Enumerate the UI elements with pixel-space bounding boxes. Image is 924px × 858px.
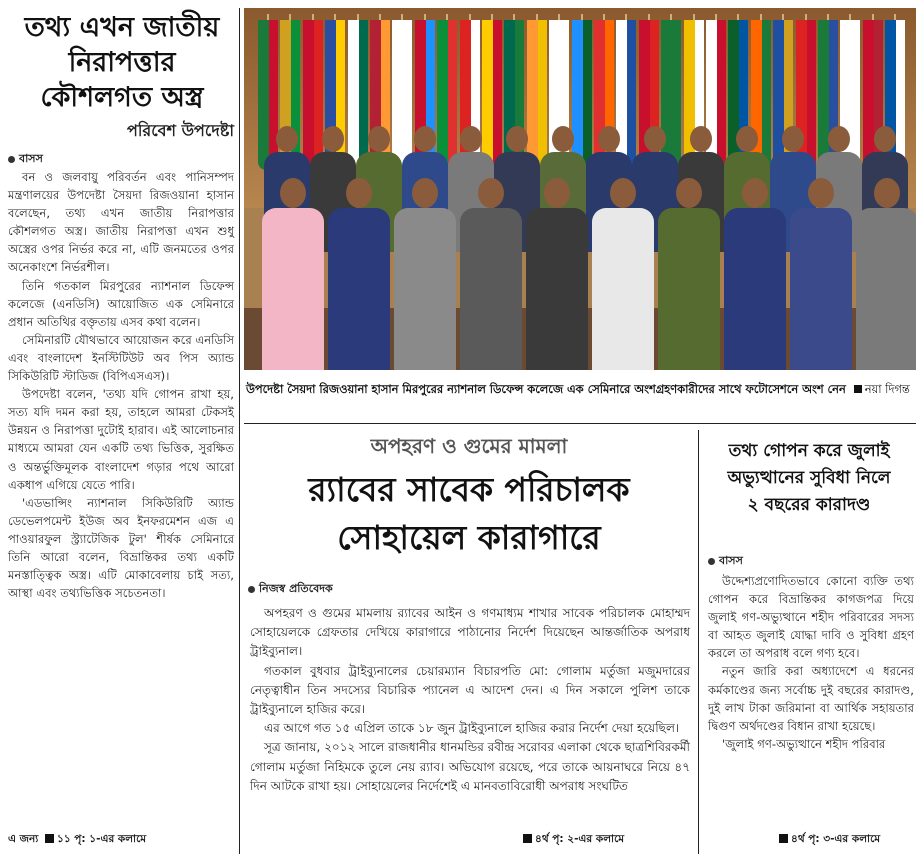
person-head [828, 126, 850, 152]
center-continuation [520, 832, 624, 849]
center-continuation-text: ৪র্থ পৃ: ২-এর কলামে [535, 833, 625, 845]
center-paragraph: অপহরণ ও গুমের মামলায় র‌্যাবের আইন ও গণমাধ্যম শাখার সাবেক পরিচালক মোহাম্মদ সোহায়েলকে গ্রেফতার দেখিয়ে কারাগারে পাঠানোর নির্দেশ দিয়েছেন আন্তর্জাতিক অপরাধ ট্রাইব্যুনাল। [250, 606, 690, 659]
person-body [790, 208, 852, 370]
person-head [506, 126, 528, 152]
flag [348, 20, 368, 170]
flag [437, 20, 457, 170]
center-paragraph: গতকাল বুধবার ট্রাইব্যুনালের চেয়ারম্যান বিচারপতি মো: গোলাম মর্তুজা মজুমদারের নেতৃত্বাধীন তিন সদস্যের বিচারিক প্যানেল এ আদেশ দেন। এ দিন সকালে পুলিশ তাকে ট্রাইব্যুনালে হাজির করে। [250, 663, 690, 717]
person-head [742, 178, 768, 208]
person-head [368, 126, 390, 152]
left-body [8, 168, 234, 602]
person-head [478, 178, 504, 208]
right-continuation-text: ৪র্থ পৃ: ৩-এর কলামে [791, 833, 881, 845]
flag [616, 20, 636, 170]
person-body [394, 208, 456, 370]
center-source [248, 580, 333, 599]
flag [661, 20, 681, 170]
person-body [262, 208, 324, 370]
person-head [412, 178, 438, 208]
left-headline [6, 10, 238, 115]
person-head [280, 178, 306, 208]
person-head [610, 178, 636, 208]
center-kicker: অপহরণ ও গুমের মামলা [370, 434, 568, 458]
person-body [658, 208, 720, 370]
right-headline-line-3: ২ বছরের কারাদণ্ড [747, 495, 871, 515]
center-headline-line-2: সোহায়েল কারাগারে [337, 518, 601, 557]
center-headline [246, 466, 692, 562]
person-body [460, 208, 522, 370]
right-source-label: বাসস [719, 554, 743, 567]
person-head [808, 178, 834, 208]
person-head [544, 178, 570, 208]
person-body [328, 208, 390, 370]
flag [258, 20, 278, 170]
left-source-label: বাসস [19, 152, 43, 165]
right-paragraph: নতুন জারি করা অধ্যাদেশে এ ধরনের কর্মকাণ্ডের জন্য সর্বোচ্চ দুই বছরের কারাদণ্ড, দুই লাখ টাকা জরিমানা বা আর্থিক সহায়তার দ্বিগুণ অর্থদণ্ডের বিধান রাখা হয়েছে। [708, 664, 914, 733]
right-paragraph: উদ্দেশ্যপ্রণোদিতভাবে কোনো ব্যক্তি তথ্য গোপন করে বিভ্রান্তিকর কাগজপত্র দিয়ে জুলাই গণ-অভ্যুত্থানে শহীদ পরিবারের সদস্য বা আহত জুলাই যোদ্ধা দাবি ও সুবিধা গ্রহণ করলে তা অপরাধ বলে গণ্য হবে। [708, 574, 914, 661]
square-icon [45, 834, 54, 843]
flag [572, 20, 592, 170]
person-head [782, 126, 804, 152]
left-continuation-text: ১১ পৃ: ১-এর কলামে [57, 833, 147, 845]
person-body [592, 208, 654, 370]
person-head [460, 126, 482, 152]
person-head [346, 178, 372, 208]
person-head [874, 178, 900, 208]
right-headline-line-1: তথ্য গোপন করে জুলাই [728, 441, 890, 461]
left-paragraph: বন ও জলবায়ু পরিবর্তন এবং পানিসম্পদ মন্ত্রণালয়ের উপদেষ্টা সৈয়দা রিজওয়ানা হাসান বলেছেন, তথ্য এখন জাতীয় নিরাপত্তার কৌশলগত অস্ত্র। জাতীয় নিরাপত্তা এখন শুধু অস্ত্রের ওপর নির্ভর করে না, এটি জনমতের ওপর অনেকাংশে নির্ভরশীল। [8, 170, 234, 275]
left-paragraph: 'এডভান্সিং ন্যাশনাল সিকিউরিটি অ্যান্ড ডেভেলপমেন্ট ইউজ অব ইনফরমেশন এজ এ পাওয়ারফুল স্ট্র্যাটেজিক টুল' শীর্ষক সেমিনারে তিনি আরো বলেন, বিভ্রান্তিকর তথ্য একটি মনস্তাত্ত্বিক অস্ত্র। এটি মোকাবেলায় চাই সত্য, আস্থা এবং তথ্যভিত্তিক সচেতনতা। [8, 495, 234, 601]
group-photo [244, 8, 916, 370]
flag [392, 20, 412, 170]
left-continuation-prefix: এ জন্য [8, 833, 39, 845]
bullet-icon [708, 558, 715, 565]
person-head [736, 126, 758, 152]
flag [303, 20, 323, 170]
center-source-label: নিজস্ব প্রতিবেদক [259, 582, 333, 595]
bullet-icon [248, 586, 255, 593]
right-source [708, 552, 743, 571]
right-continuation [776, 832, 880, 849]
center-paragraph: সূত্র জানায়, ২০১২ সালে রাজধানীর ধানমন্ডির রবীন্দ্র সরোবর এলাকা থেকে ছাত্রশিবিরকর্মী গোলাম মর্তুজা নিহিমকে তুলে নেয় র‌্যাব। অভিযোগ রয়েছে, পরে তাকে আয়নাঘরে নিয়ে ৪৭ দিন আটকে রাখা হয়। সোহায়েলের নির্দেশেই এ মানবতাবিরোধী অপরাধ সংঘটিত [250, 740, 690, 793]
person-body [724, 208, 786, 370]
center-headline-line-1: র‌্যাবের সাবেক পরিচালক [308, 470, 630, 509]
photo-caption-text: উপদেষ্টা সৈয়দা রিজওয়ানা হাসান মিরপুরের ন্যাশনাল ডিফেন্স কলেজে এক সেমিনারে অংশগ্রহণকারীদের সাথে ফটোসেশনে অংশ নেন [246, 382, 846, 396]
person-head [552, 126, 574, 152]
left-headline-line-3: কৌশলগত অস্ত্র [40, 82, 204, 113]
person-body [526, 208, 588, 370]
left-headline-line-1: তথ্য এখন জাতীয় [24, 12, 220, 43]
photo-caption [246, 380, 914, 398]
right-headline-line-2: অভ্যুত্থানের সুবিধা নিলে [727, 468, 891, 488]
left-paragraph: সেমিনারটি যৌথভাবে আয়োজন করে এনডিসি এবং বাংলাদেশ ইনস্টিটিউট অব পিস অ্যান্ড সিকিউরিটি স্টাডিজ (বিপিএসএস)। [8, 332, 234, 384]
person-head [598, 126, 620, 152]
left-continuation [8, 832, 146, 849]
photo-bottom-rule [244, 423, 916, 424]
right-paragraph: 'জুলাই গণ-অভ্যুত্থানে শহীদ পরিবার [722, 736, 886, 751]
person-head [644, 126, 666, 152]
person-head [414, 126, 436, 152]
left-paragraph: উপদেষ্টা বলেন, 'তথ্য যদি গোপন রাখা হয়, সত্য যদি দমন করা হয়, তাহলে আমরা টেকসই উন্নয়ন ও নিরাপত্তা দুটোই হারাব। এই আলোচনার মাধ্যমে আমরা যেন একটি তথ্য ভিত্তিক, সুরক্ষিত ও অন্তর্ভুক্তিমূলক বাংলাদেশ গড়ার পথে আরো একধাপ এগিয়ে যেতে পারি। [8, 387, 234, 492]
person-head [874, 126, 896, 152]
person-head [276, 126, 298, 152]
right-body [708, 572, 914, 753]
right-headline [702, 438, 916, 519]
flag [527, 20, 547, 170]
flag [482, 20, 502, 170]
person-head [690, 126, 712, 152]
column-divider [239, 8, 240, 854]
center-body [250, 604, 690, 796]
center-paragraph: এর আগে গত ১৫ এপ্রিল তাকে ১৮ জুন ট্রাইব্যুনালে হাজির করার নির্দেশ দেয়া হয়েছিল। [264, 721, 680, 736]
left-subhead: পরিবেশ উপদেষ্টা [126, 121, 234, 140]
column-divider [698, 430, 699, 854]
square-icon [523, 834, 532, 843]
person-body [856, 208, 916, 370]
left-source [8, 150, 43, 169]
left-paragraph: তিনি গতকাল মিরপুরের ন্যাশনাল ডিফেন্স কলেজে (এনডিসি) আয়োজিত এক সেমিনারে প্রধান অতিথির বক্তৃতায় এসব কথা বলেন। [8, 278, 234, 329]
person-head [322, 126, 344, 152]
square-icon [854, 385, 862, 393]
bullet-icon [8, 156, 15, 163]
left-headline-line-2: নিরাপত্তার [68, 47, 176, 78]
person-head [676, 178, 702, 208]
square-icon [779, 834, 788, 843]
photo-credit: নয়া দিগন্ত [864, 382, 910, 396]
